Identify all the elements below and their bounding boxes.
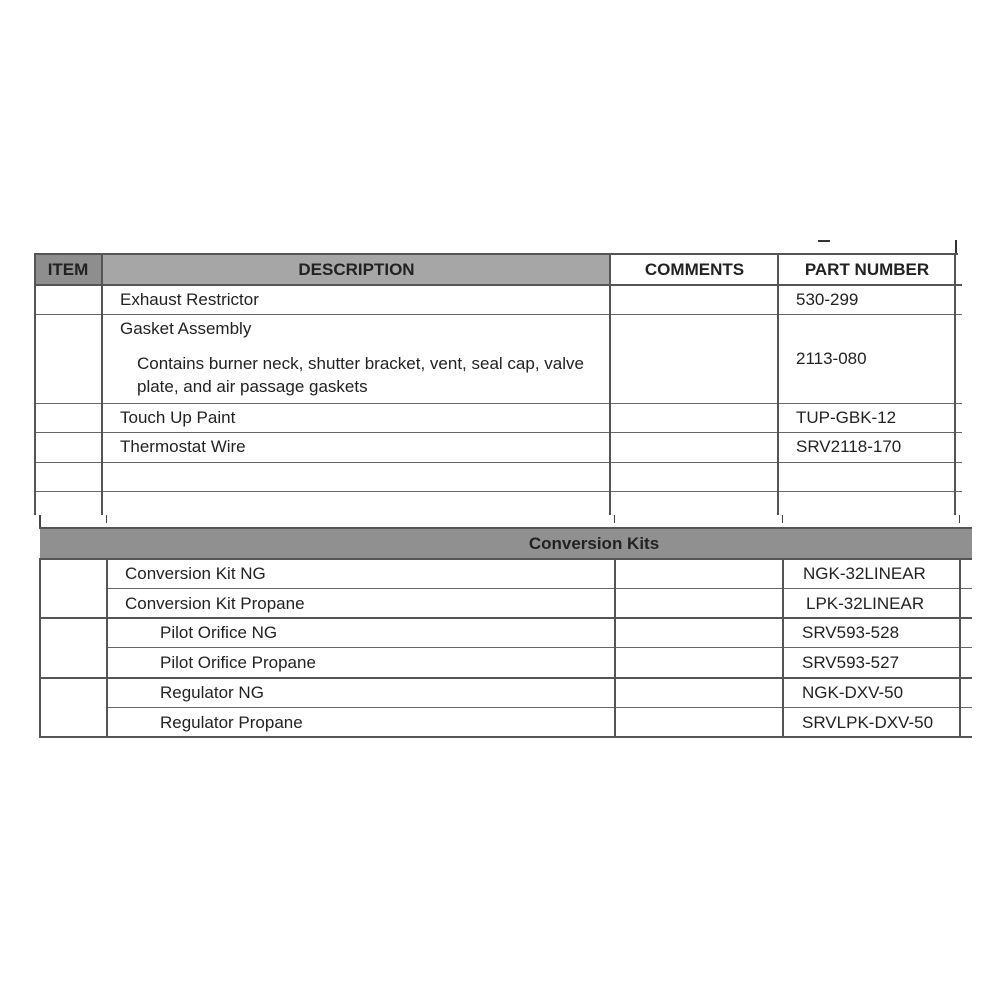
part-number-touch-up-paint: TUP-GBK-12 xyxy=(796,408,897,427)
header-description: DESCRIPTION xyxy=(298,260,415,279)
desc-conversion-kit-propane: Conversion Kit Propane xyxy=(125,594,305,613)
header-item: ITEM xyxy=(47,260,89,279)
desc-pilot-orifice-ng: Pilot Orifice NG xyxy=(160,623,278,642)
part-number-regulator-propane: SRVLPK-DXV-50 xyxy=(802,713,934,732)
col-divider xyxy=(782,558,784,738)
desc-conversion-kit-ng: Conversion Kit NG xyxy=(125,564,266,583)
part-number-pilot-orifice-ng: SRV593-528 xyxy=(802,623,900,642)
desc-pilot-orifice-propane: Pilot Orifice Propane xyxy=(160,653,316,672)
top-right-tick xyxy=(955,240,957,254)
row-divider xyxy=(107,707,972,708)
conversion-kits-title: Conversion Kits xyxy=(528,534,660,553)
part-number-conversion-kit-ng: NGK-32LINEAR xyxy=(803,564,926,583)
desc-gasket-assembly-note: Contains burner neck, shutter bracket, vent, seal cap, valve plate, and air passage gaskets xyxy=(137,354,584,396)
part-number-gasket-assembly: 2113-080 xyxy=(796,349,867,368)
col-divider xyxy=(959,558,961,738)
conversion-left-border xyxy=(39,558,41,738)
parts-left-border xyxy=(34,253,36,515)
row-divider xyxy=(39,677,972,679)
row-divider xyxy=(34,432,962,433)
tick xyxy=(39,515,41,527)
col-divider xyxy=(777,253,779,515)
col-divider xyxy=(954,253,956,515)
desc-touch-up-paint: Touch Up Paint xyxy=(120,408,236,427)
part-number-thermostat-wire: SRV2118-170 xyxy=(796,437,902,456)
part-number-conversion-kit-propane: LPK-32LINEAR xyxy=(806,594,925,613)
top-mark xyxy=(818,240,830,242)
row-divider xyxy=(107,647,972,648)
conversion-bottom-border xyxy=(39,736,972,738)
desc-gasket-assembly: Gasket Assembly xyxy=(120,319,252,338)
col-divider xyxy=(101,253,103,515)
row-divider xyxy=(34,491,962,492)
tick xyxy=(614,515,615,523)
desc-regulator-propane: Regulator Propane xyxy=(160,713,303,732)
conversion-header-bottom xyxy=(39,558,972,560)
header-comments: COMMENTS xyxy=(644,260,745,279)
row-divider xyxy=(39,617,972,619)
row-divider xyxy=(34,403,962,404)
tick xyxy=(106,515,107,523)
desc-exhaust-restrictor: Exhaust Restrictor xyxy=(120,290,259,309)
part-number-pilot-orifice-propane: SRV593-527 xyxy=(802,653,900,672)
tick xyxy=(782,515,783,523)
col-divider xyxy=(106,558,108,738)
col-divider xyxy=(609,253,611,515)
conversion-top-border xyxy=(39,527,972,529)
desc-thermostat-wire: Thermostat Wire xyxy=(120,437,246,456)
parts-top-border xyxy=(34,253,958,255)
parts-header-bottom xyxy=(34,284,962,286)
row-divider xyxy=(34,462,962,463)
col-divider xyxy=(614,558,616,738)
part-number-regulator-ng: NGK-DXV-50 xyxy=(802,683,904,702)
desc-regulator-ng: Regulator NG xyxy=(160,683,264,702)
row-divider xyxy=(107,588,972,589)
row-divider xyxy=(34,314,962,315)
header-part-number: PART NUMBER xyxy=(804,260,930,279)
part-number-exhaust-restrictor: 530-299 xyxy=(796,290,859,309)
tick xyxy=(959,515,960,523)
